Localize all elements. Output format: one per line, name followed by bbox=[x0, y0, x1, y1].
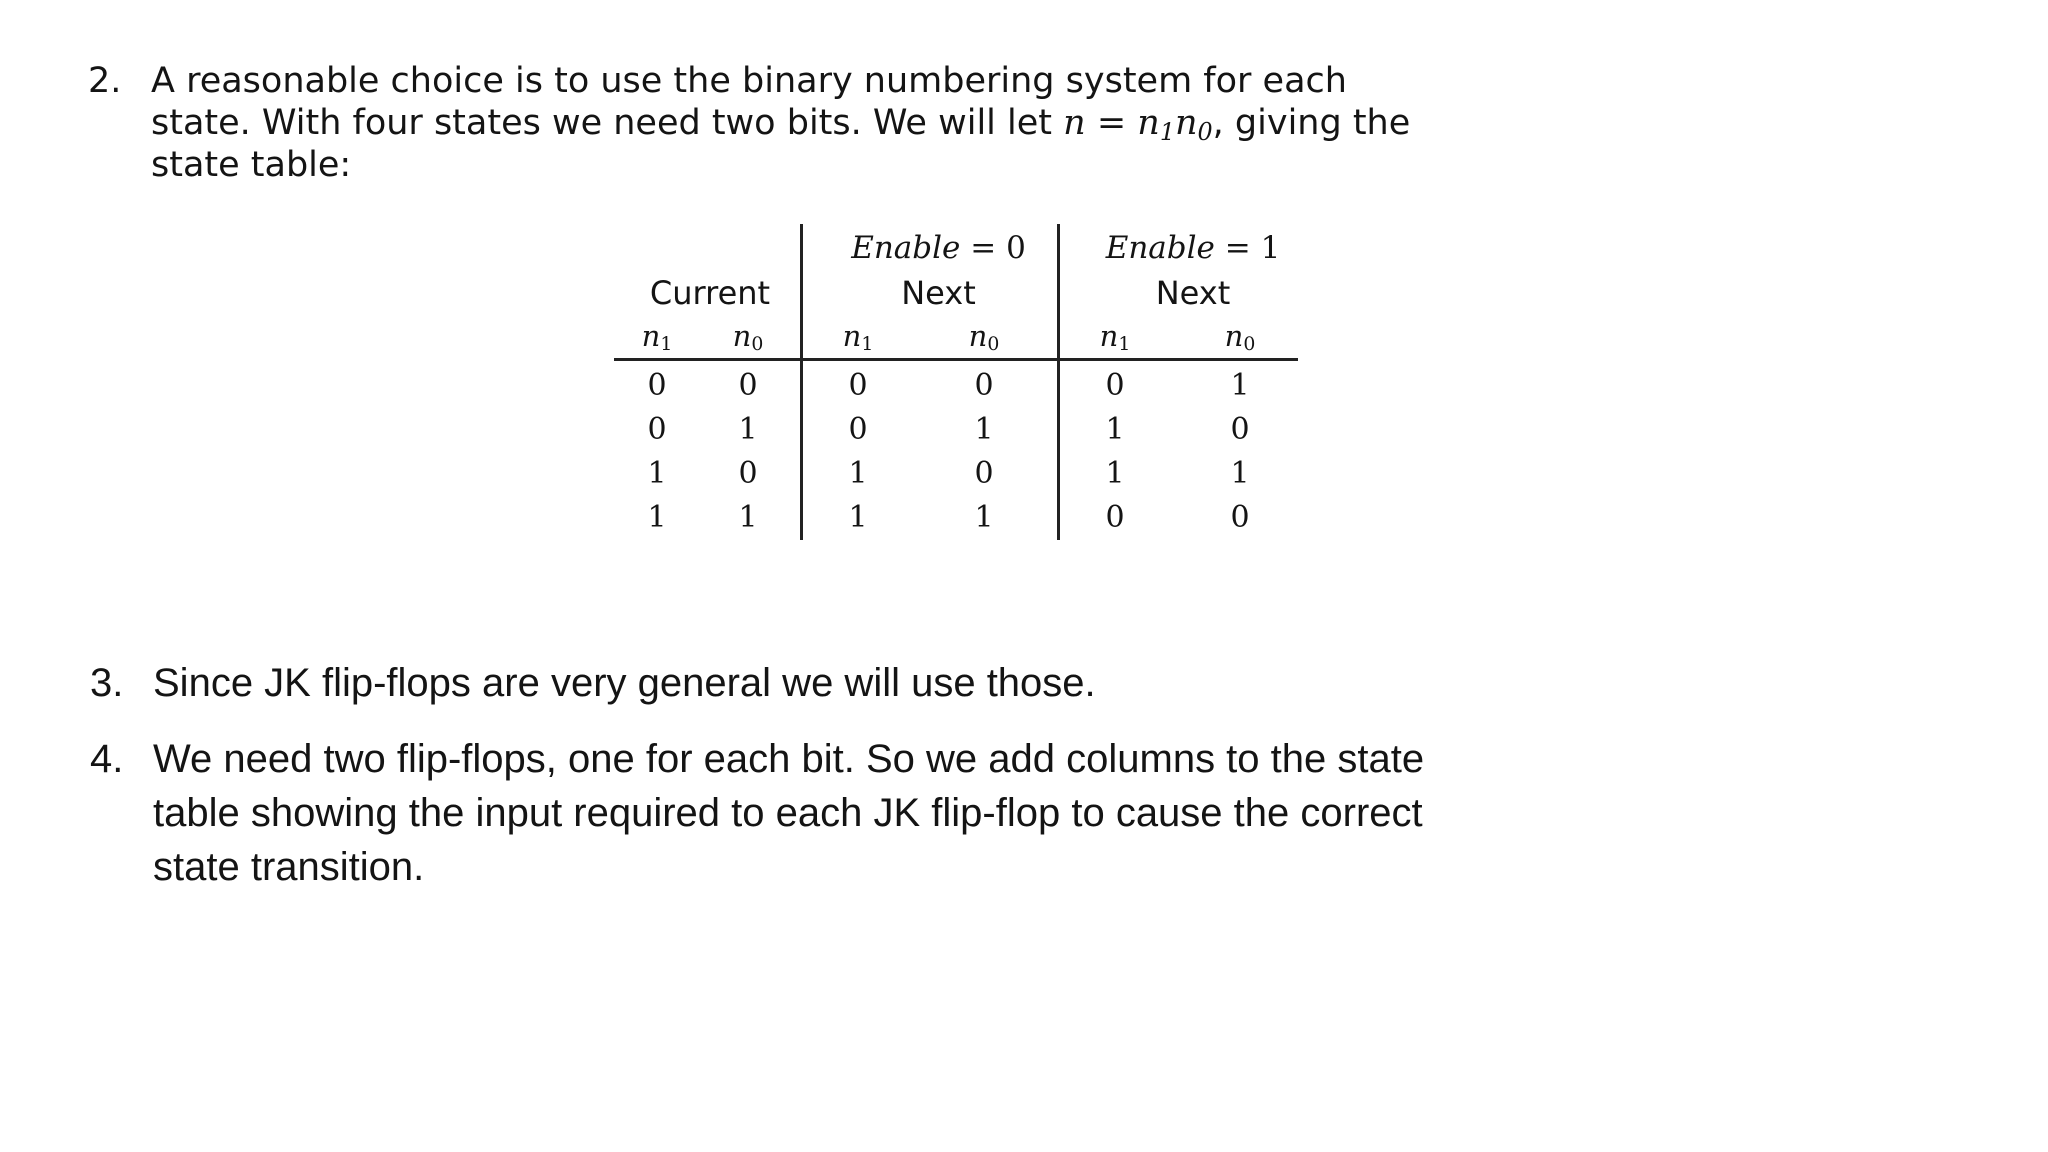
bit-var: n bbox=[1099, 319, 1119, 353]
table-cell: 1 bbox=[647, 456, 667, 491]
bit-var: n bbox=[842, 319, 862, 353]
table-cell: 1 bbox=[1230, 368, 1250, 403]
vertical-rule bbox=[1057, 224, 1060, 540]
table-cell: 0 bbox=[1230, 500, 1250, 535]
enable-value: 0 bbox=[1006, 230, 1026, 266]
bit-label bbox=[708, 316, 788, 356]
enable-value: 1 bbox=[1260, 230, 1281, 266]
text-segment: , giving the bbox=[1212, 103, 1411, 143]
bit-sub: 0 bbox=[751, 333, 764, 355]
eq-rhs-sub: 1 bbox=[1159, 117, 1175, 146]
table-cell: 0 bbox=[738, 368, 758, 403]
table-cell: 0 bbox=[974, 368, 994, 403]
enable-var: Enable bbox=[1105, 230, 1215, 266]
eq-rhs-var: n bbox=[1174, 103, 1198, 143]
text-segment: state. With four states we need two bits. We will let bbox=[151, 103, 1052, 143]
bit-sub: 0 bbox=[987, 333, 1000, 355]
bit-sub: 0 bbox=[1243, 333, 1256, 355]
eq-lhs: n bbox=[1063, 103, 1086, 143]
bit-sub: 1 bbox=[660, 333, 673, 355]
text-line: A reasonable choice is to use the binary numbering system for each bbox=[151, 61, 1347, 101]
table-cell: 1 bbox=[848, 456, 868, 491]
table-cell: 0 bbox=[738, 456, 758, 491]
bit-label bbox=[818, 316, 898, 356]
bit-sub: 1 bbox=[861, 333, 874, 355]
enable-var: Enable bbox=[851, 230, 961, 266]
table-cell: 1 bbox=[738, 412, 758, 447]
next-header-enable0: Next bbox=[901, 274, 976, 312]
eq-rhs-sub: 0 bbox=[1197, 117, 1213, 146]
table-cell: 0 bbox=[848, 412, 868, 447]
paragraph bbox=[151, 60, 1410, 186]
enable-op: = bbox=[1224, 230, 1251, 266]
bit-label bbox=[944, 316, 1024, 356]
table-cell: 0 bbox=[848, 368, 868, 403]
table-cell: 1 bbox=[974, 500, 994, 535]
bit-var: n bbox=[1224, 319, 1244, 353]
current-header: Current bbox=[649, 274, 771, 312]
table-cell: 0 bbox=[1105, 500, 1125, 535]
vertical-rule bbox=[800, 224, 803, 540]
bit-var: n bbox=[732, 319, 752, 353]
paragraph bbox=[153, 656, 1096, 710]
table-cell: 1 bbox=[848, 500, 868, 535]
table-cell: 0 bbox=[647, 368, 667, 403]
list-number: 4. bbox=[90, 737, 124, 781]
horizontal-rule bbox=[614, 358, 1298, 361]
enable-0-header bbox=[810, 228, 1067, 268]
table-cell: 1 bbox=[738, 500, 758, 535]
eq-rhs-var: n bbox=[1137, 103, 1160, 143]
state-equation bbox=[1063, 103, 1213, 146]
table-cell: 0 bbox=[1230, 412, 1250, 447]
bit-sub: 1 bbox=[1118, 333, 1131, 355]
table-cell: 1 bbox=[1230, 456, 1250, 491]
table-cell: 0 bbox=[974, 456, 994, 491]
text-line: state transition. bbox=[153, 845, 425, 889]
next-header-enable1: Next bbox=[1155, 274, 1231, 312]
table-cell: 0 bbox=[1105, 368, 1125, 403]
table-cell: 1 bbox=[974, 412, 994, 447]
text-line: Since JK flip-flops are very general we will use those. bbox=[153, 661, 1096, 705]
bit-label bbox=[1200, 316, 1280, 356]
text-line: We need two flip-flops, one for each bit. So we add columns to the state bbox=[153, 737, 1425, 781]
text-line bbox=[151, 102, 1410, 144]
text-line: table showing the input required to each JK flip-flop to cause the correct bbox=[153, 791, 1423, 835]
list-number: 2. bbox=[88, 61, 122, 101]
bit-label bbox=[1075, 316, 1155, 356]
enable-op: = bbox=[970, 230, 997, 266]
table-cell: 1 bbox=[1105, 412, 1125, 447]
eq-equals: = bbox=[1096, 103, 1127, 143]
list-number: 3. bbox=[90, 661, 124, 705]
paragraph bbox=[153, 732, 1424, 894]
bit-var: n bbox=[641, 319, 661, 353]
table-cell: 0 bbox=[647, 412, 667, 447]
bit-label bbox=[617, 316, 697, 356]
enable-1-header bbox=[1067, 228, 1319, 268]
table-cell: 1 bbox=[1105, 456, 1125, 491]
text-line: state table: bbox=[151, 145, 352, 185]
bit-var: n bbox=[968, 319, 988, 353]
state-table bbox=[610, 224, 1300, 540]
table-cell: 1 bbox=[647, 500, 667, 535]
